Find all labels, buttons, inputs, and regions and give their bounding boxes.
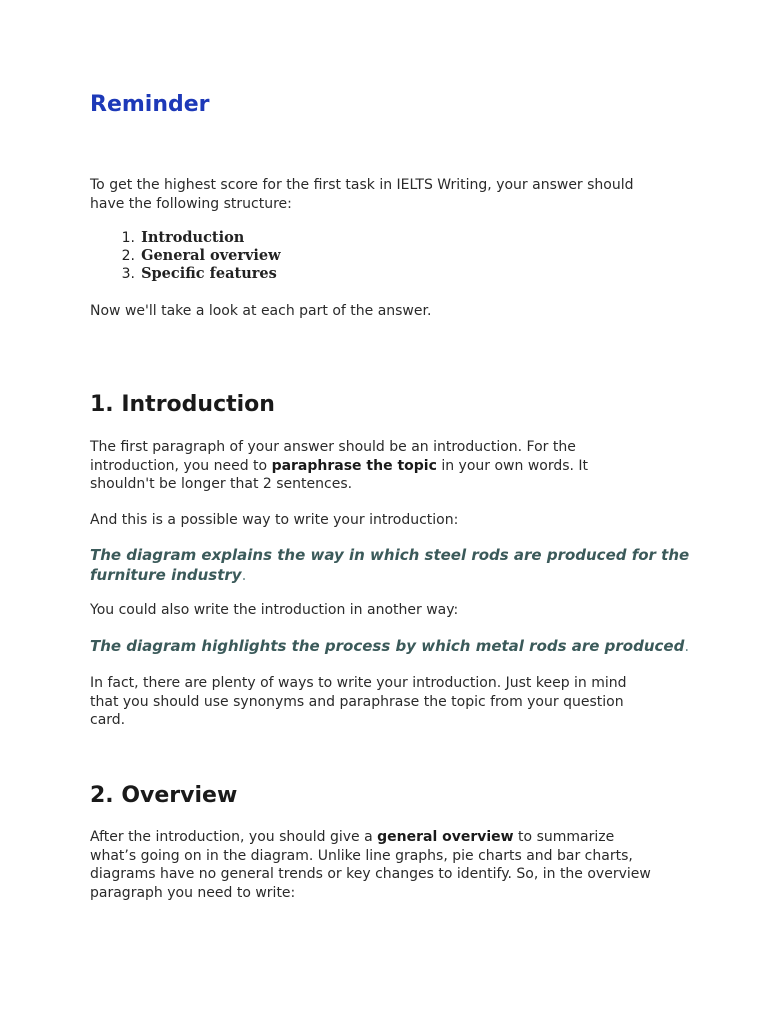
overview-paragraph-1 xyxy=(90,828,680,902)
reminder-intro-line-2: have the following structure: xyxy=(90,195,292,212)
list-item xyxy=(90,229,281,247)
overview-p1-line-1-post: to summarize xyxy=(513,829,615,845)
list-item-number: 2. xyxy=(121,248,135,264)
quote-1-period: . xyxy=(241,565,247,584)
overview-p1-line-3: diagrams have no general trends or key changes to identify. So, in the overview xyxy=(90,866,651,882)
introduction-p1-line-2-post: in your own words. It xyxy=(436,457,589,474)
reminder-title: Reminder xyxy=(90,92,210,117)
introduction-p1-line-1: The first paragraph of your answer should be an introduction. For the xyxy=(90,439,576,455)
list-item-label: Introduction xyxy=(141,229,245,246)
list-item-number: 1. xyxy=(121,230,135,246)
quote-2-period: . xyxy=(684,637,690,655)
general-overview-emphasis: general overview xyxy=(377,829,514,845)
list-item xyxy=(90,265,281,283)
overview-p1-line-1-pre: After the introduction, you should give a xyxy=(90,829,378,845)
introduction-p4-line-1: In fact, there are plenty of ways to write your introduction. Just keep in mind xyxy=(90,675,627,691)
introduction-example-quote-1 xyxy=(90,546,690,585)
introduction-p4-line-3: card. xyxy=(90,712,126,728)
introduction-p4-line-2: that you should use synonyms and paraphrase the topic from your question xyxy=(90,693,624,710)
overview-p1-line-4: paragraph you need to write: xyxy=(90,884,296,901)
introduction-p1-line-3: shouldn't be longer that 2 sentences. xyxy=(90,476,353,492)
quote-1-line-2: furniture industry xyxy=(90,565,242,584)
reminder-intro-line-1: To get the highest score for the first task in IELTS Writing, your answer should xyxy=(90,177,634,193)
paraphrase-topic-emphasis: paraphrase the topic xyxy=(271,457,437,474)
introduction-p1-line-2-pre: introduction, you need to xyxy=(90,457,272,474)
introduction-paragraph-2: And this is a possible way to write your introduction: xyxy=(90,512,459,528)
quote-1-line-1: The diagram explains the way in which steel rods are produced for the xyxy=(90,546,690,564)
structure-list xyxy=(90,229,281,283)
reminder-now-paragraph: Now we'll take a look at each part of the answer. xyxy=(90,303,432,319)
introduction-example-quote-2 xyxy=(90,637,690,657)
overview-heading: 2. Overview xyxy=(90,783,238,808)
list-item-label: Specific features xyxy=(141,265,277,282)
introduction-paragraph-3: You could also write the introduction in another way: xyxy=(90,602,459,618)
list-item-number: 3. xyxy=(121,266,135,282)
introduction-paragraph-1 xyxy=(90,438,680,494)
introduction-paragraph-4 xyxy=(90,674,680,730)
list-item-label: General overview xyxy=(141,247,281,264)
quote-2-text: The diagram highlights the process by which metal rods are produced xyxy=(90,637,685,655)
introduction-heading: 1. Introduction xyxy=(90,392,275,417)
reminder-intro-paragraph xyxy=(90,176,680,213)
list-item xyxy=(90,247,281,265)
overview-p1-line-2: what’s going on in the diagram. Unlike line graphs, pie charts and bar charts, xyxy=(90,847,633,864)
